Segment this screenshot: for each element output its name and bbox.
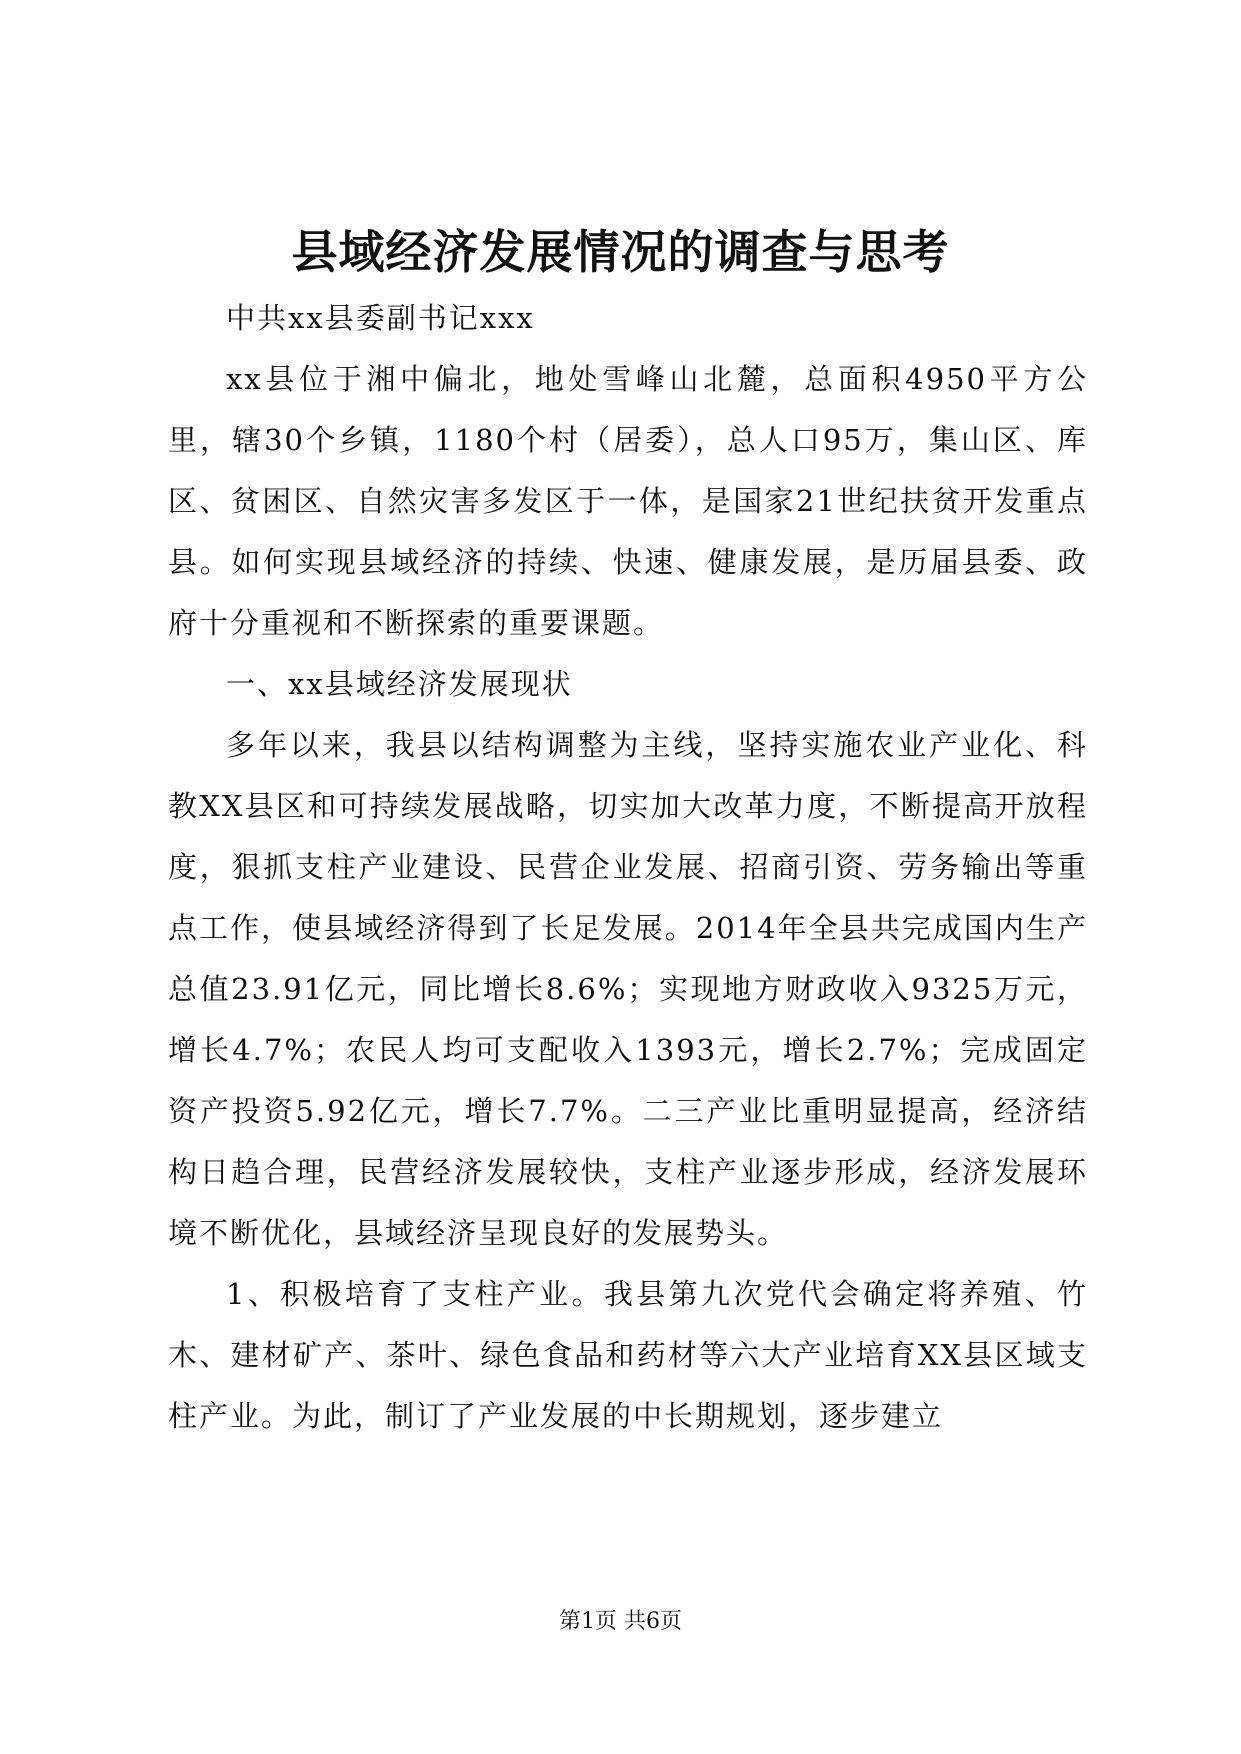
paragraph-intro: xx县位于湘中偏北，地处雪峰山北麓，总面积4950平方公里，辖30个乡镇，1180个村（居委），总人口95万，集山区、库区、贫困区、自然灾害多发区于一体，是国家21世纪扶贫开发重点县。如何实现县域经济的持续、快速、健康发展，是历届县委、政府十分重视和不断探索的重要课题。 <box>168 362 1088 640</box>
paragraph-status: 多年以来，我县以结构调整为主线，坚持实施农业产业化、科教XX县区和可持续发展战略，切实加大改革力度，不断提高开放程度，狠抓支柱产业建设、民营企业发展、招商引资、劳务输出等重点工作，使县域经济得到了长足发展。2014年全县共完成国内生产总值23.91亿元，同比增长8.6%；实现地方财政收入9325万元，增长4.7%；农民人均可支配收入1393元，增长2.7%；完成固定资产投资5.92亿元，增长7.7%。二三产业比重明显提高，经济结构日趋合理，民营经济发展较快，支柱产业逐步形成，经济发展环境不断优化，县域经济呈现良好的发展势头。 <box>168 728 1088 1250</box>
page-number-footer: 第1页 共6页 <box>559 1609 682 1634</box>
author-line: 中共xx县委副书记xxx <box>226 301 535 335</box>
document-title: 县域经济发展情况的调查与思考 <box>291 225 950 279</box>
document-body <box>168 288 1088 1447</box>
section-heading: 一、xx县域经济发展现状 <box>226 667 573 701</box>
paragraph-pillar-industry: 1、积极培育了支柱产业。我县第九次党代会确定将养殖、竹木、建材矿产、茶叶、绿色食品和药材等六大产业培育XX县区域支柱产业。为此，制订了产业发展的中长期规划，逐步建立 <box>168 1277 1088 1433</box>
